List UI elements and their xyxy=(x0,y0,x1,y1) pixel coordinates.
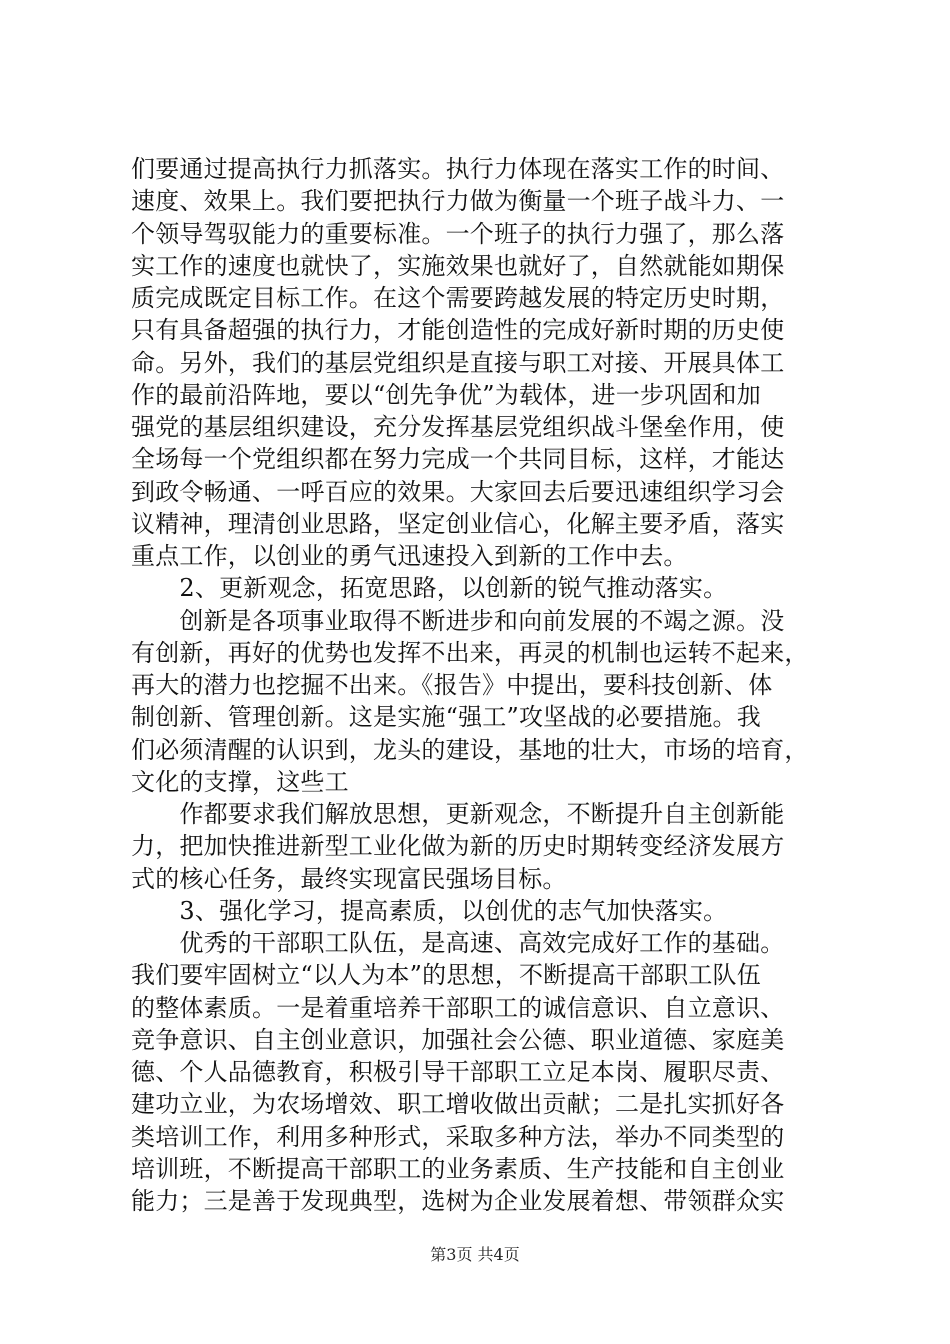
text-line: 们必须清醒的认识到，龙头的建设，基地的壮大，市场的培育， xyxy=(131,735,809,764)
text-line: 实工作的速度也就快了，实施效果也就好了，自然就能如期保 xyxy=(131,251,785,280)
text-line: 能力；三是善于发现典型，选树为企业发展着想、带领群众实 xyxy=(131,1187,785,1215)
text-line: 力，把加快推进新型工业化做为新的历史时期转变经济发展方 xyxy=(131,832,785,861)
text-line: 再大的潜力也挖掘不出来。《报告》中提出，要科技创新、体 xyxy=(131,671,773,699)
text-line: 我们要牢固树立“以人为本”的思想，不断提高干部职工队伍 xyxy=(131,961,761,990)
page-footer: 第3页 共4页 xyxy=(430,1245,520,1264)
text-line: 作的最前沿阵地，要以“创先争优”为载体，进一步巩固和加 xyxy=(131,380,761,409)
document-body xyxy=(131,153,831,1217)
text-line: 2、更新观念，拓宽思路，以创新的锐气推动落实。 xyxy=(131,574,728,603)
text-line: 3、强化学习，提高素质，以创优的志气加快落实。 xyxy=(131,896,728,925)
text-line: 的整体素质。一是着重培养干部职工的诚信意识、自立意识、 xyxy=(131,993,785,1022)
text-line: 命。另外，我们的基层党组织是直接与职工对接、开展具体工 xyxy=(131,348,785,377)
text-line: 速度、效果上。我们要把执行力做为衡量一个班子战斗力、一 xyxy=(131,187,785,216)
text-line: 培训班，不断提高干部职工的业务素质、生产技能和自主创业 xyxy=(131,1154,785,1183)
text-line: 个领导驾驭能力的重要标准。一个班子的执行力强了，那么落 xyxy=(131,219,785,248)
text-line: 创新是各项事业取得不断进步和向前发展的不竭之源。没 xyxy=(131,606,785,635)
text-line: 全场每一个党组织都在努力完成一个共同目标，这样，才能达 xyxy=(131,445,785,474)
text-line: 类培训工作，利用多种形式，采取多种方法，举办不同类型的 xyxy=(131,1122,785,1151)
text-line: 重点工作，以创业的勇气迅速投入到新的工作中去。 xyxy=(131,542,688,570)
text-line: 们要通过提高执行力抓落实。执行力体现在落实工作的时间、 xyxy=(131,155,785,183)
text-line: 到政令畅通、一呼百应的效果。大家回去后要迅速组织学习会 xyxy=(131,477,785,506)
text-line: 制创新、管理创新。这是实施“强工”攻坚战的必要措施。我 xyxy=(131,703,761,732)
text-line: 议精神，理清创业思路，坚定创业信心，化解主要矛盾，落实 xyxy=(131,509,785,538)
text-line: 优秀的干部职工队伍，是高速、高效完成好工作的基础。 xyxy=(131,929,785,957)
text-line: 建功立业，为农场增效、职工增收做出贡献；二是扎实抓好各 xyxy=(131,1090,785,1119)
text-line: 有创新，再好的优势也发挥不出来，再灵的机制也运转不起来， xyxy=(131,638,809,667)
text-line: 只有具备超强的执行力，才能创造性的完成好新时期的历史使 xyxy=(131,316,785,345)
text-line: 式的核心任务，最终实现富民强场目标。 xyxy=(131,864,567,893)
text-line: 强党的基层组织建设，充分发挥基层党组织战斗堡垒作用，使 xyxy=(131,413,785,441)
text-line: 质完成既定目标工作。在这个需要跨越发展的特定历史时期， xyxy=(131,284,785,312)
text-line: 德、个人品德教育，积极引导干部职工立足本岗、履职尽责、 xyxy=(131,1058,785,1086)
text-line: 竞争意识、自主创业意识，加强社会公德、职业道德、家庭美 xyxy=(131,1025,785,1054)
text-line: 文化的支撑，这些工 xyxy=(131,767,349,796)
text-line: 作都要求我们解放思想，更新观念，不断提升自主创新能 xyxy=(131,800,785,828)
